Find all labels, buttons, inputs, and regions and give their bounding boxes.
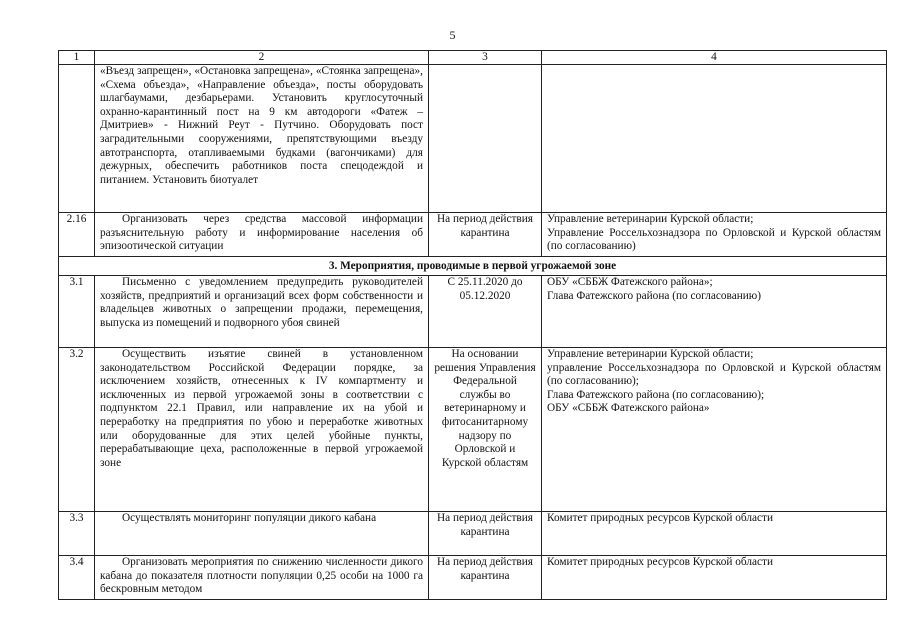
row-description: «Въезд запрещен», «Остановка запрещена», «Стоянка запрещена», «Схема объезда», «Направление объезда», посты оборудовать шлагбаумами, дезбарьерами. Установить круглосуточный охранно-карантинный пост на 9 км автодороги «Фатеж – Дмитриев» - Нижний Реут - Путчино. Оборудовать пост заградительными сооружениями, препятствующими въезду автотранспорта, отапливаемыми будками (вагончиками) для дежурных, обеспечить работников поста спецодеждой и питанием. Установить биотуалет bbox=[95, 65, 429, 213]
row-number: 3.4 bbox=[59, 556, 95, 600]
responsible-line: Глава Фатежского района (по согласованию); bbox=[547, 388, 765, 401]
row-responsible bbox=[542, 512, 887, 556]
row-number: 3.3 bbox=[59, 512, 95, 556]
header-col-2: 2 bbox=[95, 51, 429, 65]
row-responsible bbox=[542, 556, 887, 600]
responsible-line: Комитет природных ресурсов Курской области bbox=[547, 556, 773, 568]
row-period: С 25.11.2020 до 05.12.2020 bbox=[429, 276, 542, 348]
row-description: Письменно с уведомлением предупредить руководителей хозяйств, предприятий и организаций всех форм собственности и владельцев животных о запрещении продажи, перемещения, выпуска из помещений и подворного убоя свиней bbox=[95, 276, 429, 348]
header-col-1: 1 bbox=[59, 51, 95, 65]
row-description: Осуществить изъятие свиней в установленном законодательством Российской Федерации порядке, за исключением хозяйств, отнесенных к IV компартменту и исключенных из первой угрожаемой зоны в соответствии с подпунктом 22.1 Правил, или направление их на убой и переработку на предприятия по убою и переработке животных или оборудованные для этих целей убойные пункты, перерабатывающие цеха, расположенные в первой угрожаемой зоне bbox=[95, 348, 429, 512]
row-number bbox=[59, 65, 95, 213]
responsible-line: управление Россельхознадзора по Орловской и Курской областям (по согласованию); bbox=[547, 361, 881, 388]
row-period: На основании решения Управления Федеральной службы во ветеринарному и фитосанитарному надзору по Орловской и Курской областям bbox=[429, 348, 542, 512]
row-number: 3.1 bbox=[59, 276, 95, 348]
row-number: 3.2 bbox=[59, 348, 95, 512]
section-heading: 3. Мероприятия, проводимые в первой угрожаемой зоне bbox=[59, 257, 887, 276]
responsible-line: Комитет природных ресурсов Курской области bbox=[547, 512, 773, 524]
header-row bbox=[59, 51, 887, 65]
responsible-line: Управление ветеринарии Курской области; bbox=[547, 213, 754, 225]
section-row bbox=[59, 257, 887, 276]
header-col-4: 4 bbox=[542, 51, 887, 65]
table-row bbox=[59, 276, 887, 348]
table-row bbox=[59, 556, 887, 600]
row-description: Осуществлять мониторинг популяции дикого кабана bbox=[95, 512, 429, 556]
row-responsible bbox=[542, 213, 887, 257]
responsible-line: Управление ветеринарии Курской области; bbox=[547, 348, 754, 360]
table-row bbox=[59, 348, 887, 512]
row-responsible bbox=[542, 276, 887, 348]
row-number: 2.16 bbox=[59, 213, 95, 257]
responsible-line: Глава Фатежского района (по согласованию) bbox=[547, 289, 762, 302]
row-responsible bbox=[542, 65, 887, 213]
row-period: На период действия карантина bbox=[429, 556, 542, 600]
row-period bbox=[429, 65, 542, 213]
row-period: На период действия карантина bbox=[429, 512, 542, 556]
row-period: На период действия карантина bbox=[429, 213, 542, 257]
table-row bbox=[59, 65, 887, 213]
table-row bbox=[59, 213, 887, 257]
responsible-line: Управление Россельхознадзора по Орловской и Курской областям (по согласованию) bbox=[547, 226, 881, 253]
row-responsible bbox=[542, 348, 887, 512]
measures-table bbox=[58, 50, 887, 600]
responsible-line: ОБУ «СББЖ Фатежского района»; bbox=[547, 276, 713, 288]
header-col-3: 3 bbox=[429, 51, 542, 65]
table-row bbox=[59, 512, 887, 556]
row-description: Организовать мероприятия по снижению численности дикого кабана до показателя плотности популяции 0,25 особи на 1000 га бескровным методом bbox=[95, 556, 429, 600]
responsible-line: ОБУ «СББЖ Фатежского района» bbox=[547, 402, 710, 415]
page-number: 5 bbox=[449, 28, 456, 42]
row-description: Организовать через средства массовой информации разъяснительную работу и информирование населения об эпизоотической ситуации bbox=[95, 213, 429, 257]
